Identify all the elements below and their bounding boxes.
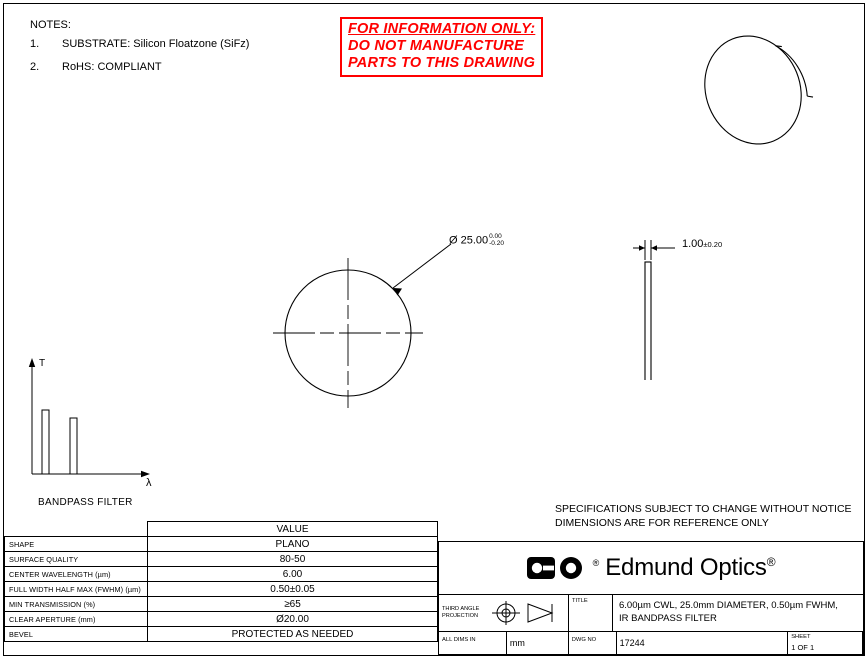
- sheet-caption: SHEET: [791, 634, 811, 640]
- drawing-title: [613, 595, 863, 631]
- thickness-tolerance: ±0.20: [703, 240, 723, 249]
- dwg-no-caption: DWG NO: [571, 637, 597, 643]
- note-item: [30, 60, 249, 75]
- title-block: [438, 541, 864, 655]
- table-row: [5, 522, 438, 537]
- sheet-cell: [788, 632, 863, 655]
- company-registered-mark: ®: [766, 555, 776, 569]
- all-dims-in-cell: [439, 632, 507, 655]
- note-item: [30, 37, 249, 52]
- note-text: SUBSTRATE: Silicon Floatzone (SiFz): [62, 37, 250, 50]
- spec-note-line-2: DIMENSIONS ARE FOR REFERENCE ONLY: [555, 516, 769, 529]
- company-name: Edmund Optics®: [605, 554, 776, 581]
- stamp-line-3: PARTS TO THIS DRAWING: [348, 55, 536, 72]
- spec-value-shape: PLANO: [148, 537, 438, 552]
- spec-note-line-1: SPECIFICATIONS SUBJECT TO CHANGE WITHOUT NOTICE: [555, 503, 852, 515]
- specifications-note: [555, 503, 852, 530]
- title-block-bottom-row: [439, 631, 863, 655]
- svg-text:T: T: [39, 358, 46, 369]
- title-caption: TITLE: [572, 598, 588, 604]
- dwg-no-value: 17244: [619, 638, 645, 648]
- sheet-value: 1 OF 1: [791, 643, 815, 652]
- stamp-line-2: DO NOT MANUFACTURE: [348, 38, 524, 55]
- dwg-no-value-cell: [617, 632, 789, 655]
- diameter-value: Ø 25.00: [449, 234, 489, 247]
- edmund-optics-logo-icon: [527, 554, 589, 582]
- drawing-title-line-1: 6.00µm CWL, 25.0mm DIAMETER, 0.50µm FWHM,: [619, 600, 838, 611]
- all-dims-caption: ALL DIMS IN: [442, 637, 476, 643]
- bandpass-graph-caption: BANDPASS FILTER: [38, 497, 133, 508]
- units-value: mm: [509, 638, 525, 648]
- title-caption-cell: [569, 595, 613, 631]
- side-view: [615, 230, 735, 380]
- spec-value-min-transmission: ≥65: [148, 597, 438, 612]
- table-row: [5, 597, 438, 612]
- spec-label-center-wavelength: CENTER WAVELENGTH (µm): [5, 567, 148, 582]
- spec-value-clear-aperture: Ø20.00: [148, 612, 438, 627]
- table-row: [5, 612, 438, 627]
- diameter-dimension-label: [449, 234, 504, 248]
- table-header-value: VALUE: [148, 522, 438, 537]
- third-angle-projection-icon: [486, 598, 564, 628]
- dwg-no-caption-cell: [569, 632, 617, 655]
- table-row: [5, 627, 438, 642]
- thickness-value: 1.00: [682, 238, 704, 250]
- units-cell: [507, 632, 569, 655]
- diameter-tol-lower: -0.20: [489, 239, 504, 247]
- notes-heading: NOTES:: [30, 19, 71, 31]
- specifications-table: [4, 521, 438, 642]
- spec-label-surface-quality: SURFACE QUALITY: [5, 552, 148, 567]
- spec-value-surface-quality: 80-50: [148, 552, 438, 567]
- table-row: [5, 567, 438, 582]
- spec-label-min-transmission: MIN TRANSMISSION (%): [5, 597, 148, 612]
- third-angle-projection-cell: [439, 595, 569, 631]
- table-row: [5, 552, 438, 567]
- table-row: [5, 537, 438, 552]
- title-row: [439, 595, 863, 631]
- projection-caption: THIRD ANGLE PROJECTION: [442, 606, 480, 619]
- drawing-title-line-2: IR BANDPASS FILTER: [619, 612, 717, 624]
- table-row: [5, 582, 438, 597]
- spec-value-fwhm: 0.50±0.05: [148, 582, 438, 597]
- spec-value-bevel: PROTECTED AS NEEDED: [148, 627, 438, 642]
- company-logo-row: [439, 542, 863, 595]
- note-number: 2.: [30, 60, 40, 73]
- logo-registered-mark: ®: [592, 558, 600, 568]
- spec-label-shape: SHAPE: [5, 537, 148, 552]
- thickness-dimension-label: [682, 238, 722, 250]
- svg-text:λ: λ: [146, 477, 152, 489]
- note-number: 1.: [30, 37, 40, 50]
- note-text: RoHS: COMPLIANT: [62, 60, 162, 73]
- diameter-tol-upper: 0.00: [489, 233, 502, 240]
- spec-value-center-wavelength: 6.00: [148, 567, 438, 582]
- notes-block: [30, 18, 249, 83]
- stamp-line-1: FOR INFORMATION ONLY:: [348, 21, 536, 37]
- table-cell-blank: [5, 522, 148, 537]
- spec-label-bevel: BEVEL: [5, 627, 148, 642]
- spec-label-clear-aperture: CLEAR APERTURE (mm): [5, 612, 148, 627]
- spec-label-fwhm: FULL WIDTH HALF MAX (FWHM) (µm): [5, 582, 148, 597]
- bandpass-graph: [18, 352, 168, 492]
- information-only-stamp: [340, 17, 543, 77]
- isometric-view: [690, 30, 820, 170]
- front-view: [255, 235, 455, 435]
